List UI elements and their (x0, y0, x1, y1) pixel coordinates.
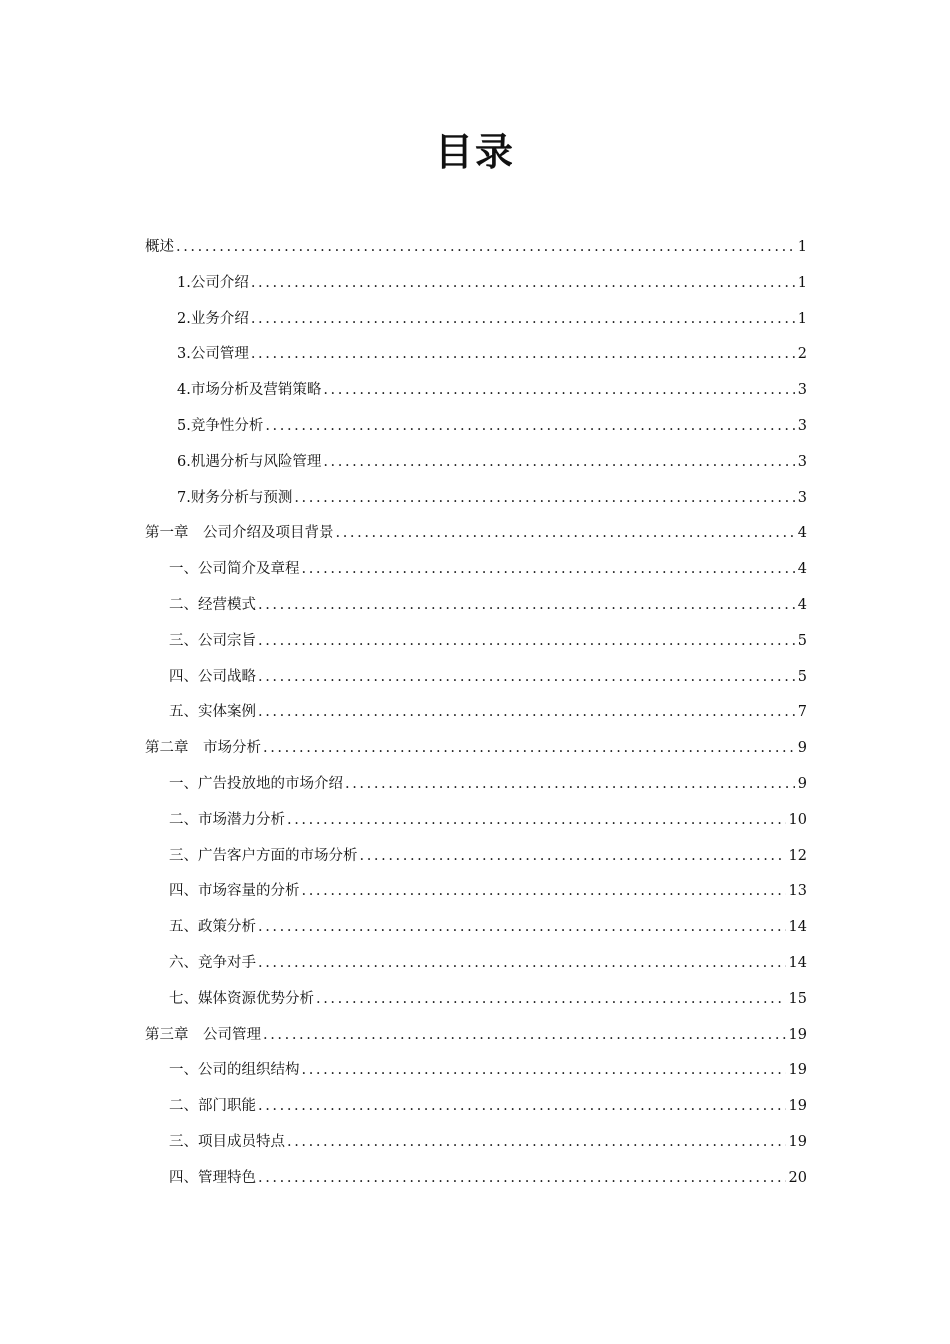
toc-entry-page-number: 4 (797, 525, 807, 542)
toc-entry-page-number: 1 (797, 310, 807, 327)
toc-entry-number: 2. (177, 310, 191, 327)
toc-entry-title: 竞争性分析 (190, 417, 264, 434)
toc-entry[interactable] (145, 731, 807, 767)
toc-entry-title: 第一章 公司介绍及项目背景 (145, 525, 334, 542)
toc-entry-number: 1. (177, 274, 191, 291)
toc-entry[interactable] (145, 803, 807, 839)
toc-dot-leader (287, 1125, 786, 1161)
toc-entry[interactable] (145, 409, 807, 445)
toc-entry-title: 机遇分析与风险管理 (190, 453, 322, 470)
toc-entry[interactable] (145, 337, 807, 373)
toc-entry[interactable] (145, 874, 807, 910)
toc-dot-leader (258, 910, 786, 946)
toc-entry-title: 二、部门职能 (169, 1098, 256, 1115)
toc-entry-page-number: 4 (797, 596, 807, 613)
toc-entry[interactable] (145, 695, 807, 731)
toc-entry[interactable] (145, 1018, 807, 1054)
toc-entry-title: 第三章 公司管理 (145, 1026, 261, 1043)
toc-dot-leader (287, 803, 786, 839)
toc-entry-title: 二、市场潜力分析 (169, 811, 285, 828)
toc-entry-title: 概述 (145, 239, 174, 255)
toc-dot-leader (258, 695, 795, 731)
toc-entry[interactable] (145, 1053, 807, 1089)
toc-entry-page-number: 9 (797, 775, 807, 792)
toc-entry-title: 三、项目成员特点 (169, 1133, 285, 1150)
toc-dot-leader (316, 982, 786, 1018)
toc-entry[interactable] (145, 302, 807, 338)
toc-entry-title: 一、公司简介及章程 (169, 561, 300, 578)
toc-entry-page-number: 2 (797, 346, 807, 363)
toc-entry-number: 7. (177, 489, 191, 506)
toc-dot-leader (258, 1161, 786, 1197)
toc-dot-leader (258, 624, 795, 660)
toc-entry-page-number: 3 (797, 382, 807, 399)
toc-entry-number: 5. (177, 417, 191, 434)
toc-entry-page-number: 19 (788, 1062, 807, 1079)
toc-entry-page-number: 12 (788, 847, 807, 864)
toc-entry-page-number: 20 (788, 1169, 807, 1186)
toc-entry-page-number: 9 (797, 740, 807, 757)
toc-dot-leader (265, 409, 794, 445)
toc-entry-title: 财务分析与预测 (190, 489, 293, 506)
toc-entry-title: 六、竞争对手 (169, 954, 256, 971)
toc-entry-title: 第二章 市场分析 (145, 740, 261, 757)
toc-dot-leader (258, 1089, 786, 1125)
toc-entry-page-number: 14 (788, 919, 807, 936)
toc-entry-page-number: 19 (788, 1026, 807, 1043)
toc-entry-title: 业务介绍 (190, 310, 249, 327)
toc-entry-title: 三、广告客户方面的市场分析 (169, 847, 358, 864)
toc-entry-page-number: 19 (788, 1098, 807, 1115)
toc-entry-page-number: 5 (797, 668, 807, 685)
toc-entry-page-number: 7 (797, 704, 807, 721)
toc-entry[interactable] (145, 373, 807, 409)
toc-entry-title: 一、广告投放地的市场介绍 (169, 775, 343, 792)
toc-entry-number: 3. (177, 346, 191, 363)
toc-dot-leader (251, 302, 795, 338)
toc-dot-leader (302, 552, 795, 588)
toc-dot-leader (360, 839, 786, 875)
toc-entry[interactable] (145, 839, 807, 875)
toc-entry-title: 二、经营模式 (169, 596, 256, 613)
toc-entry[interactable] (145, 516, 807, 552)
toc-entry[interactable] (145, 481, 807, 517)
toc-entry-page-number: 1 (797, 239, 807, 255)
toc-entry-page-number: 3 (797, 489, 807, 506)
toc-dot-leader (336, 516, 795, 552)
toc-entry-title: 五、实体案例 (169, 704, 256, 721)
toc-entry[interactable] (145, 588, 807, 624)
toc-entry-page-number: 15 (788, 990, 807, 1007)
toc-entry-page-number: 4 (797, 561, 807, 578)
page-title: 目录 (434, 130, 515, 174)
toc-entry-page-number: 13 (788, 883, 807, 900)
toc-entry-title: 三、公司宗旨 (169, 632, 256, 649)
toc-entry-number: 4. (177, 382, 191, 399)
toc-dot-leader (258, 660, 795, 696)
toc-entry-page-number: 1 (797, 274, 807, 291)
toc-entry[interactable] (145, 660, 807, 696)
toc-entry-title: 四、公司战略 (169, 668, 256, 685)
toc-dot-leader (302, 874, 786, 910)
toc-entry[interactable] (145, 982, 807, 1018)
toc-entry[interactable] (145, 910, 807, 946)
toc-entry-page-number: 3 (797, 417, 807, 434)
toc-dot-leader (258, 946, 786, 982)
toc-entry-title: 公司管理 (190, 346, 249, 363)
toc-entry-page-number: 5 (797, 632, 807, 649)
toc-entry-title: 一、公司的组织结构 (169, 1062, 300, 1079)
toc-entry[interactable] (145, 946, 807, 982)
toc-entry-title: 五、政策分析 (169, 919, 256, 936)
toc-entry-page-number: 3 (797, 453, 807, 470)
toc-entry-title: 市场分析及营销策略 (190, 382, 322, 399)
toc-entry-page-number: 14 (788, 954, 807, 971)
toc-entry[interactable] (145, 1125, 807, 1161)
toc-entry[interactable] (145, 230, 807, 266)
toc-entry-title: 四、市场容量的分析 (169, 883, 300, 900)
toc-entry-page-number: 10 (788, 811, 807, 828)
toc-entry[interactable] (145, 445, 807, 481)
toc-dot-leader (345, 767, 795, 803)
toc-dot-leader (176, 230, 795, 266)
toc-dot-leader (251, 266, 795, 302)
toc-entry-number: 6. (177, 453, 191, 470)
toc-entry[interactable] (145, 266, 807, 302)
toc-entry[interactable] (145, 624, 807, 660)
toc-dot-leader (302, 1053, 786, 1089)
toc-dot-leader (251, 337, 795, 373)
table-of-contents (145, 230, 807, 1197)
toc-dot-leader (263, 731, 795, 767)
toc-dot-leader (263, 1018, 786, 1054)
toc-entry-title: 公司介绍 (190, 274, 249, 291)
toc-dot-leader (294, 481, 794, 517)
toc-entry[interactable] (145, 767, 807, 803)
toc-entry-title: 四、管理特色 (169, 1169, 256, 1186)
toc-entry[interactable] (145, 1161, 807, 1197)
toc-entry[interactable] (145, 1089, 807, 1125)
toc-dot-leader (323, 373, 794, 409)
toc-dot-leader (323, 445, 794, 481)
toc-entry-title: 七、媒体资源优势分析 (169, 990, 314, 1007)
toc-entry-page-number: 19 (788, 1133, 807, 1150)
toc-entry[interactable] (145, 552, 807, 588)
toc-dot-leader (258, 588, 795, 624)
